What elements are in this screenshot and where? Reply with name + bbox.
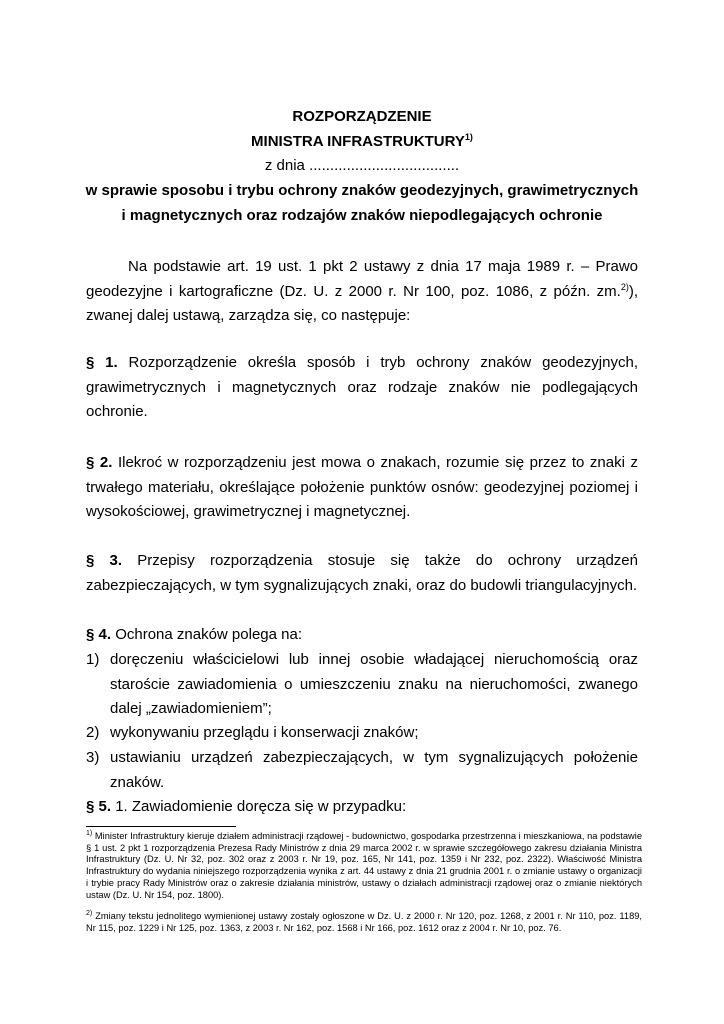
section-2 (86, 451, 638, 525)
subject-line-1: w sprawie sposobu i trybu ochrony znaków geodezyjnych, grawimetrycznych (85, 182, 639, 199)
doc-title: ROZPORZĄDZENIE (292, 108, 432, 125)
issuer-text: MINISTRA INFRASTRUKTURY (251, 133, 465, 150)
list-item-text: ustawianiu urządzeń zabezpieczających, w tym sygnalizujących położenie znaków. (110, 749, 638, 791)
section-5 (86, 795, 638, 820)
list-item-number: 2) (86, 724, 100, 741)
section-5-text: 1. Zawiadomienie doręcza się w przypadku: (115, 798, 407, 815)
footnote-separator (86, 826, 236, 827)
section-2-text: Ilekroć w rozporządzeniu jest mowa o znakach, rozumie się przez to znaki z trwałego materiału, określające położenie punktów osnów: geodezyjnej poziomej i wysokościowej, grawimetrycznej i magnetycznej. (86, 454, 638, 520)
intro-paragraph (86, 255, 638, 329)
footnote-1-mark: 1) (86, 829, 93, 837)
section-3-label: § 3. (86, 552, 123, 569)
section-1 (86, 351, 638, 425)
section-4-text: Ochrona znaków polega na: (115, 626, 302, 643)
list-item (86, 721, 638, 746)
footnote-1 (86, 831, 642, 901)
section-4 (86, 623, 638, 648)
section-3-text: Przepisy rozporządzenia stosuje się także do ochrony urządzeń zabezpieczających, w tym sygnalizujących znaki, oraz do budowli triangulacyjnych. (86, 552, 638, 594)
section-5-label: § 5. (86, 798, 112, 815)
date-line: z dnia .................................... (264, 157, 460, 174)
footnote-2-mark: 2) (86, 909, 93, 917)
section-4-label: § 4. (86, 626, 112, 643)
list-item-text: wykonywaniu przeglądu i konserwacji znaków; (110, 724, 419, 741)
list-item-number: 3) (86, 749, 100, 766)
footnote-2 (86, 911, 642, 934)
footnote-ref-1: 1) (464, 132, 473, 142)
section-1-label: § 1. (86, 354, 118, 371)
footnote-ref-2: 2) (620, 281, 629, 292)
footnote-2-text: Zmiany tekstu jednolitego wymienionej ustawy zostały ogłoszone w Dz. U. z 2000 r. Nr 120, poz. 1268, z 2001 r. Nr 110, poz. 1189, Nr 115, poz. 1229 i Nr 125, poz. 1363, z 2003 r. Nr 162, poz. 1568 i Nr 166, poz. 1612 oraz z 2004 r. Nr 10, poz. 76. (86, 911, 642, 933)
issuer-line (60, 131, 664, 153)
footnote-1-text: Minister Infrastruktury kieruje działem administracji rządowej - budownictwo, gospodarka przestrzenna i mieszkaniowa, na podstawie § 1 ust. 2 pkt 1 rozporządzenia Prezesa Rady Ministrów z dnia 29 marca 2002 r. w sprawie szczegółowego zakresu działania Ministra Infrastruktury (Dz. U. Nr 32, poz. 302 oraz z 2003 r. Nr 19, poz. 165, Nr 141, poz. 1359 i Nr 232, poz. 2322). Właściwość Ministra Infrastruktury do wydania niniejszego rozporządzenia wynika z art. 44 ustawy z dnia 21 grudnia 2001 r. o zmianie ustawy o organizacji i trybie pracy Rady Ministrów oraz o zakresie działania ministrów, ustawy o działach administracji rządowej oraz o zmianie niektórych ustaw (Dz. U. Nr 154, poz. 1800). (86, 831, 642, 900)
section-2-label: § 2. (86, 454, 113, 471)
list-item (86, 746, 638, 795)
section-1-text: Rozporządzenie określa sposób i tryb ochrony znaków geodezyjnych, grawimetrycznych i magnetycznych oraz rodzaje znaków nie podlegających ochronie. (86, 354, 638, 420)
list-item-number: 1) (86, 651, 100, 668)
section-3 (86, 549, 638, 598)
list-item (86, 648, 638, 722)
intro-text-b: ), zwanej dalej ustawą, zarządza się, co następuje: (86, 282, 638, 324)
intro-text-a: Na podstawie art. 19 ust. 1 pkt 2 ustawy z dnia 17 maja 1989 r. – Prawo geodezyjne i kartograficzne (Dz. U. z 2000 r. Nr 100, poz. 1086, z późn. zm. (86, 258, 638, 300)
list-item-text: doręczeniu właścicielowi lub innej osobie władającej nieruchomością oraz staroście zawiadomienia o umieszczeniu znaku na nieruchomości, zwanego dalej „zawiadomieniem”; (110, 651, 638, 717)
subject-line-2: i magnetycznych oraz rodzajów znaków niepodlegających ochronie (121, 207, 603, 224)
